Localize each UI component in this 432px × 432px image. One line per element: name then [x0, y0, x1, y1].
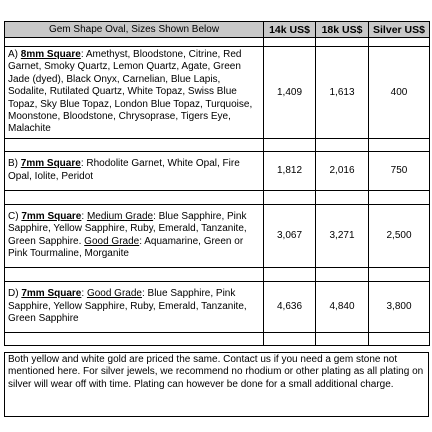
- row-a-price-18k: 1,613: [316, 47, 369, 139]
- row-b-price-18k: 2,016: [316, 151, 369, 190]
- table-row-a: [5, 47, 430, 139]
- row-c-size: 7mm Square: [21, 211, 82, 223]
- row-d-price-silver: 3,800: [369, 281, 430, 332]
- row-a-size: 8mm Square: [20, 49, 81, 60]
- row-b-size: 7mm Square: [20, 158, 81, 170]
- table-row-b: [5, 151, 430, 190]
- spacer-row: [5, 190, 430, 204]
- row-a-code: A): [8, 49, 18, 60]
- row-d-size: 7mm Square: [21, 288, 82, 300]
- row-c-description: [5, 204, 264, 267]
- row-b-description: [5, 151, 264, 190]
- row-d-gems: : Blue Sapphire, Pink Sapphire, Yellow Sapphire, Ruby, Emerald, Tanzanite, Green Sapphire: [8, 288, 247, 325]
- row-c-price-14k: 3,067: [264, 204, 316, 267]
- row-c-grade-good: Good Grade: [84, 235, 140, 247]
- row-a-gems: : Amethyst, Bloodstone, Citrine, Red Garnet, Smoky Quartz, Lemon Quartz, Agate, Green Jade (dyed), Black Onyx, Carnelian, Blue Lapis, Sodalite, Rutilated Quartz, White Topaz, Swiss Blue Topaz, Sky Blue Topaz, London Blue Topaz, Turquoise, Moonstone, Bloodstone, Chrysoprase, Tigers Eye, Malachite: [8, 49, 253, 135]
- row-d-grade-good: Good Grade: [86, 288, 142, 300]
- price-table: [4, 21, 430, 346]
- pricing-note: Both yellow and white gold are priced the same. Contact us if you need a gem stone not mentioned here. For silver jewels, we recommend no rhodium or other plating as all plating on silver will wear off with time. Plating can however be done for a small additional charge.: [4, 352, 429, 417]
- header-silver: Silver US$: [369, 22, 430, 38]
- row-c-grade-medium: Medium Grade: [86, 211, 154, 223]
- row-c-price-18k: 3,271: [316, 204, 369, 267]
- row-d-price-14k: 4,636: [264, 281, 316, 332]
- row-d-code: D): [8, 288, 19, 300]
- table-row-d: [5, 281, 430, 332]
- spacer-row: [5, 138, 430, 151]
- row-b-gems: : Rhodolite Garnet, White Opal, Fire Opal, Iolite, Peridot: [8, 158, 240, 182]
- header-row: [5, 22, 430, 38]
- spacer-row: [5, 267, 430, 281]
- row-b-price-14k: 1,812: [264, 151, 316, 190]
- row-c-gems-good: : Aquamarine, Green or Pink Tourmaline, Morganite: [8, 235, 244, 260]
- row-b-code: B): [8, 158, 18, 170]
- row-a-price-14k: 1,409: [264, 47, 316, 139]
- row-d-description: [5, 281, 264, 332]
- row-d-separator: :: [81, 288, 87, 300]
- row-a-description: [5, 47, 264, 139]
- row-c-code: C): [8, 211, 19, 223]
- spacer-row: [5, 332, 430, 345]
- row-d-price-18k: 4,840: [316, 281, 369, 332]
- row-c-gems-medium: : Blue Sapphire, Pink Sapphire, Yellow Sapphire, Ruby, Emerald, Tanzanite, Green Sapphire.: [8, 211, 247, 247]
- header-description: Gem Shape Oval, Sizes Shown Below: [5, 22, 264, 38]
- row-a-price-silver: 400: [369, 47, 430, 139]
- spacer-row: [5, 38, 430, 47]
- row-c-price-silver: 2,500: [369, 204, 430, 267]
- header-14k: 14k US$: [264, 22, 316, 38]
- row-b-price-silver: 750: [369, 151, 430, 190]
- table-row-c: [5, 204, 430, 267]
- row-c-separator: :: [81, 211, 87, 223]
- header-18k: 18k US$: [316, 22, 369, 38]
